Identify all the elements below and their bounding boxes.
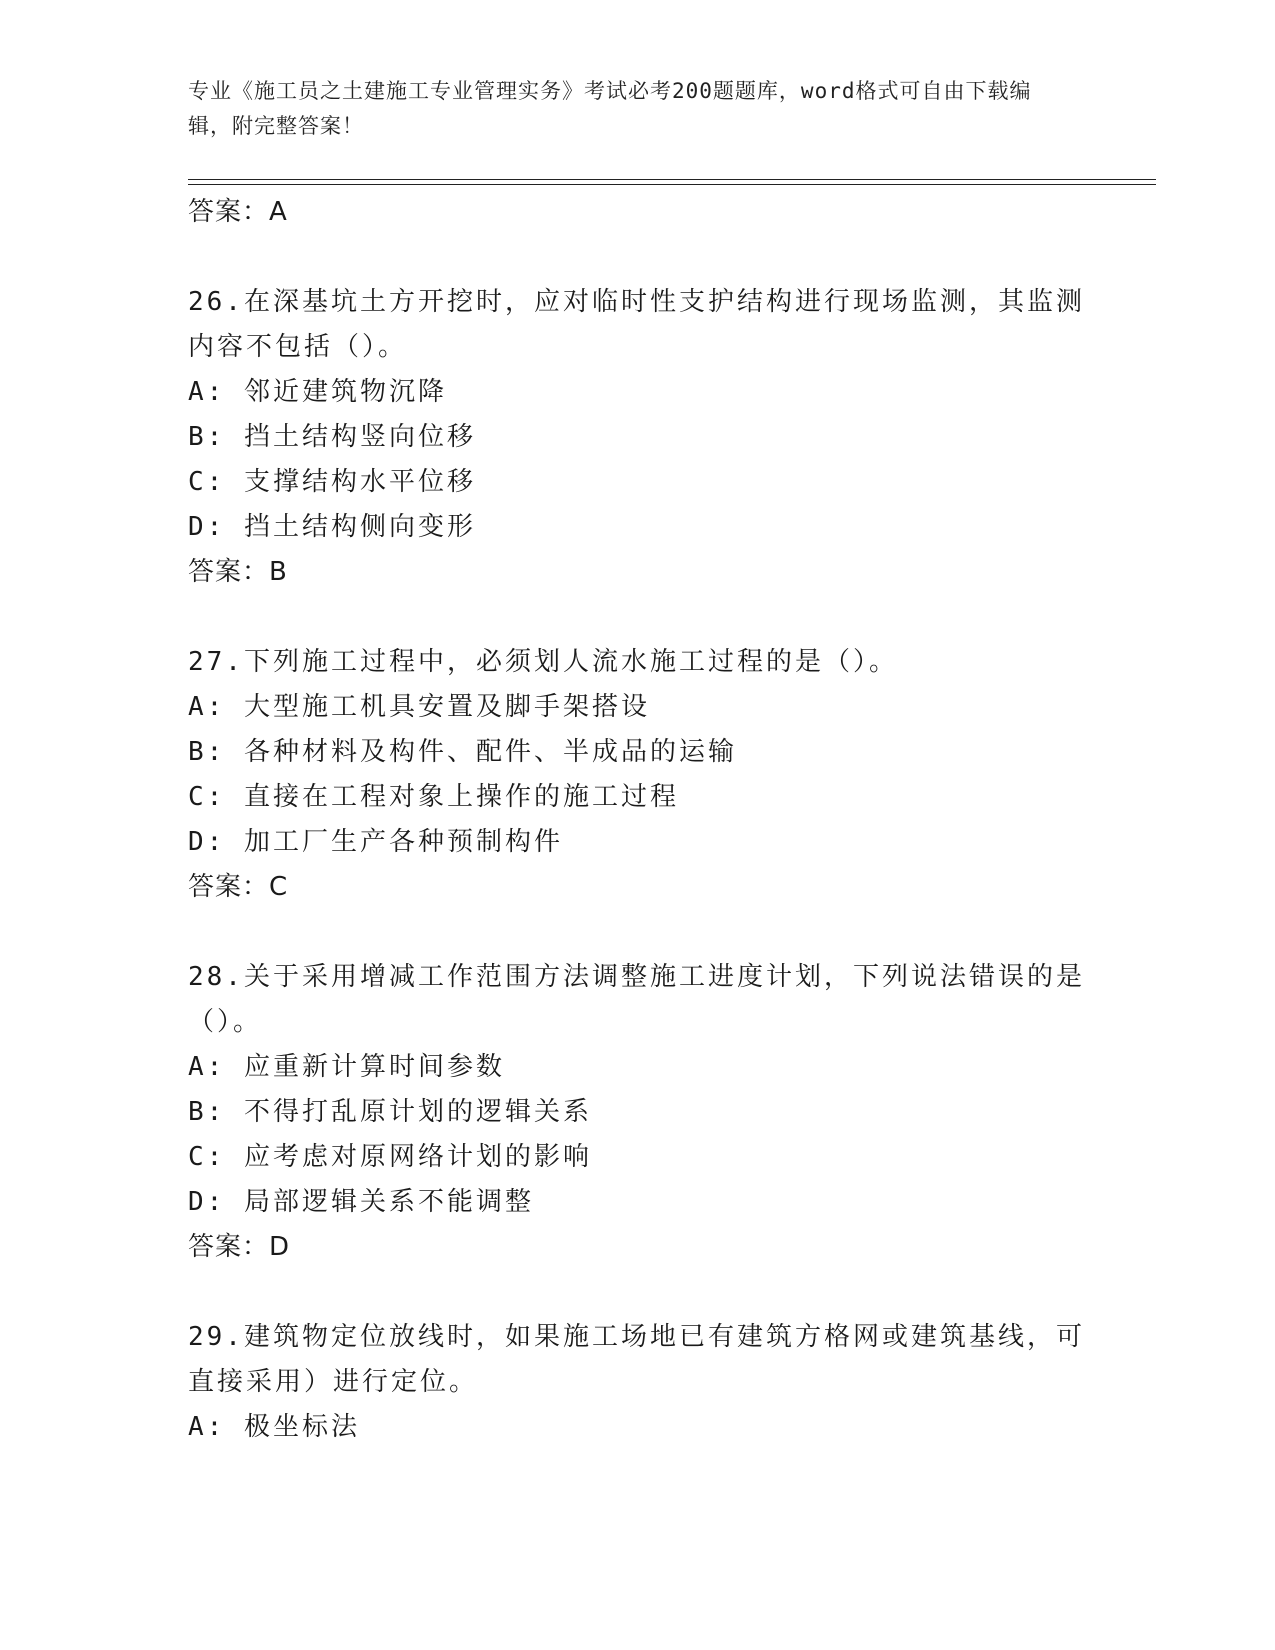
answer-line: 答案：B — [188, 557, 288, 587]
option-c: C: 应考虑对原网络计划的影响 — [188, 1142, 592, 1172]
option-b: B: 各种材料及构件、配件、半成品的运输 — [188, 737, 737, 767]
answer-line: 答案：C — [188, 872, 289, 902]
option-d: D: 挡土结构侧向变形 — [188, 512, 476, 542]
option-b: B: 不得打乱原计划的逻辑关系 — [188, 1097, 592, 1127]
option-b: B: 挡土结构竖向位移 — [188, 422, 476, 452]
question-item — [188, 955, 1088, 1270]
option-d: D: 加工厂生产各种预制构件 — [188, 827, 563, 857]
option-a: A: 邻近建筑物沉降 — [188, 377, 447, 407]
question-stem: 28.关于采用增减工作范围方法调整施工进度计划，下列说法错误的是（）。 — [188, 962, 1085, 1037]
question-item — [188, 640, 1088, 910]
answer-line: 答案：D — [188, 1232, 291, 1262]
option-a: A: 极坐标法 — [188, 1412, 360, 1442]
question-item — [188, 1315, 1088, 1450]
answer-line: 答案：A — [188, 197, 288, 227]
document-header: 专业《施工员之土建施工专业管理实务》考试必考200题题库，word格式可自由下载编辑，附完整答案！ — [188, 79, 1032, 138]
question-list — [188, 190, 1088, 1450]
question-stem: 27.下列施工过程中，必须划人流水施工过程的是（）。 — [188, 647, 898, 677]
question-stem: 29.建筑物定位放线时，如果施工场地已有建筑方格网或建筑基线，可直接采用）进行定位。 — [188, 1322, 1085, 1397]
option-a: A: 大型施工机具安置及脚手架搭设 — [188, 692, 650, 722]
option-a: A: 应重新计算时间参数 — [188, 1052, 505, 1082]
question-item — [188, 280, 1088, 595]
header-divider-bottom — [188, 184, 1156, 185]
option-c: C: 直接在工程对象上操作的施工过程 — [188, 782, 679, 812]
option-d: D: 局部逻辑关系不能调整 — [188, 1187, 534, 1217]
question-stem: 26.在深基坑土方开挖时，应对临时性支护结构进行现场监测，其监测内容不包括（）。 — [188, 287, 1085, 362]
option-c: C: 支撑结构水平位移 — [188, 467, 476, 497]
header-divider-top — [188, 179, 1156, 180]
